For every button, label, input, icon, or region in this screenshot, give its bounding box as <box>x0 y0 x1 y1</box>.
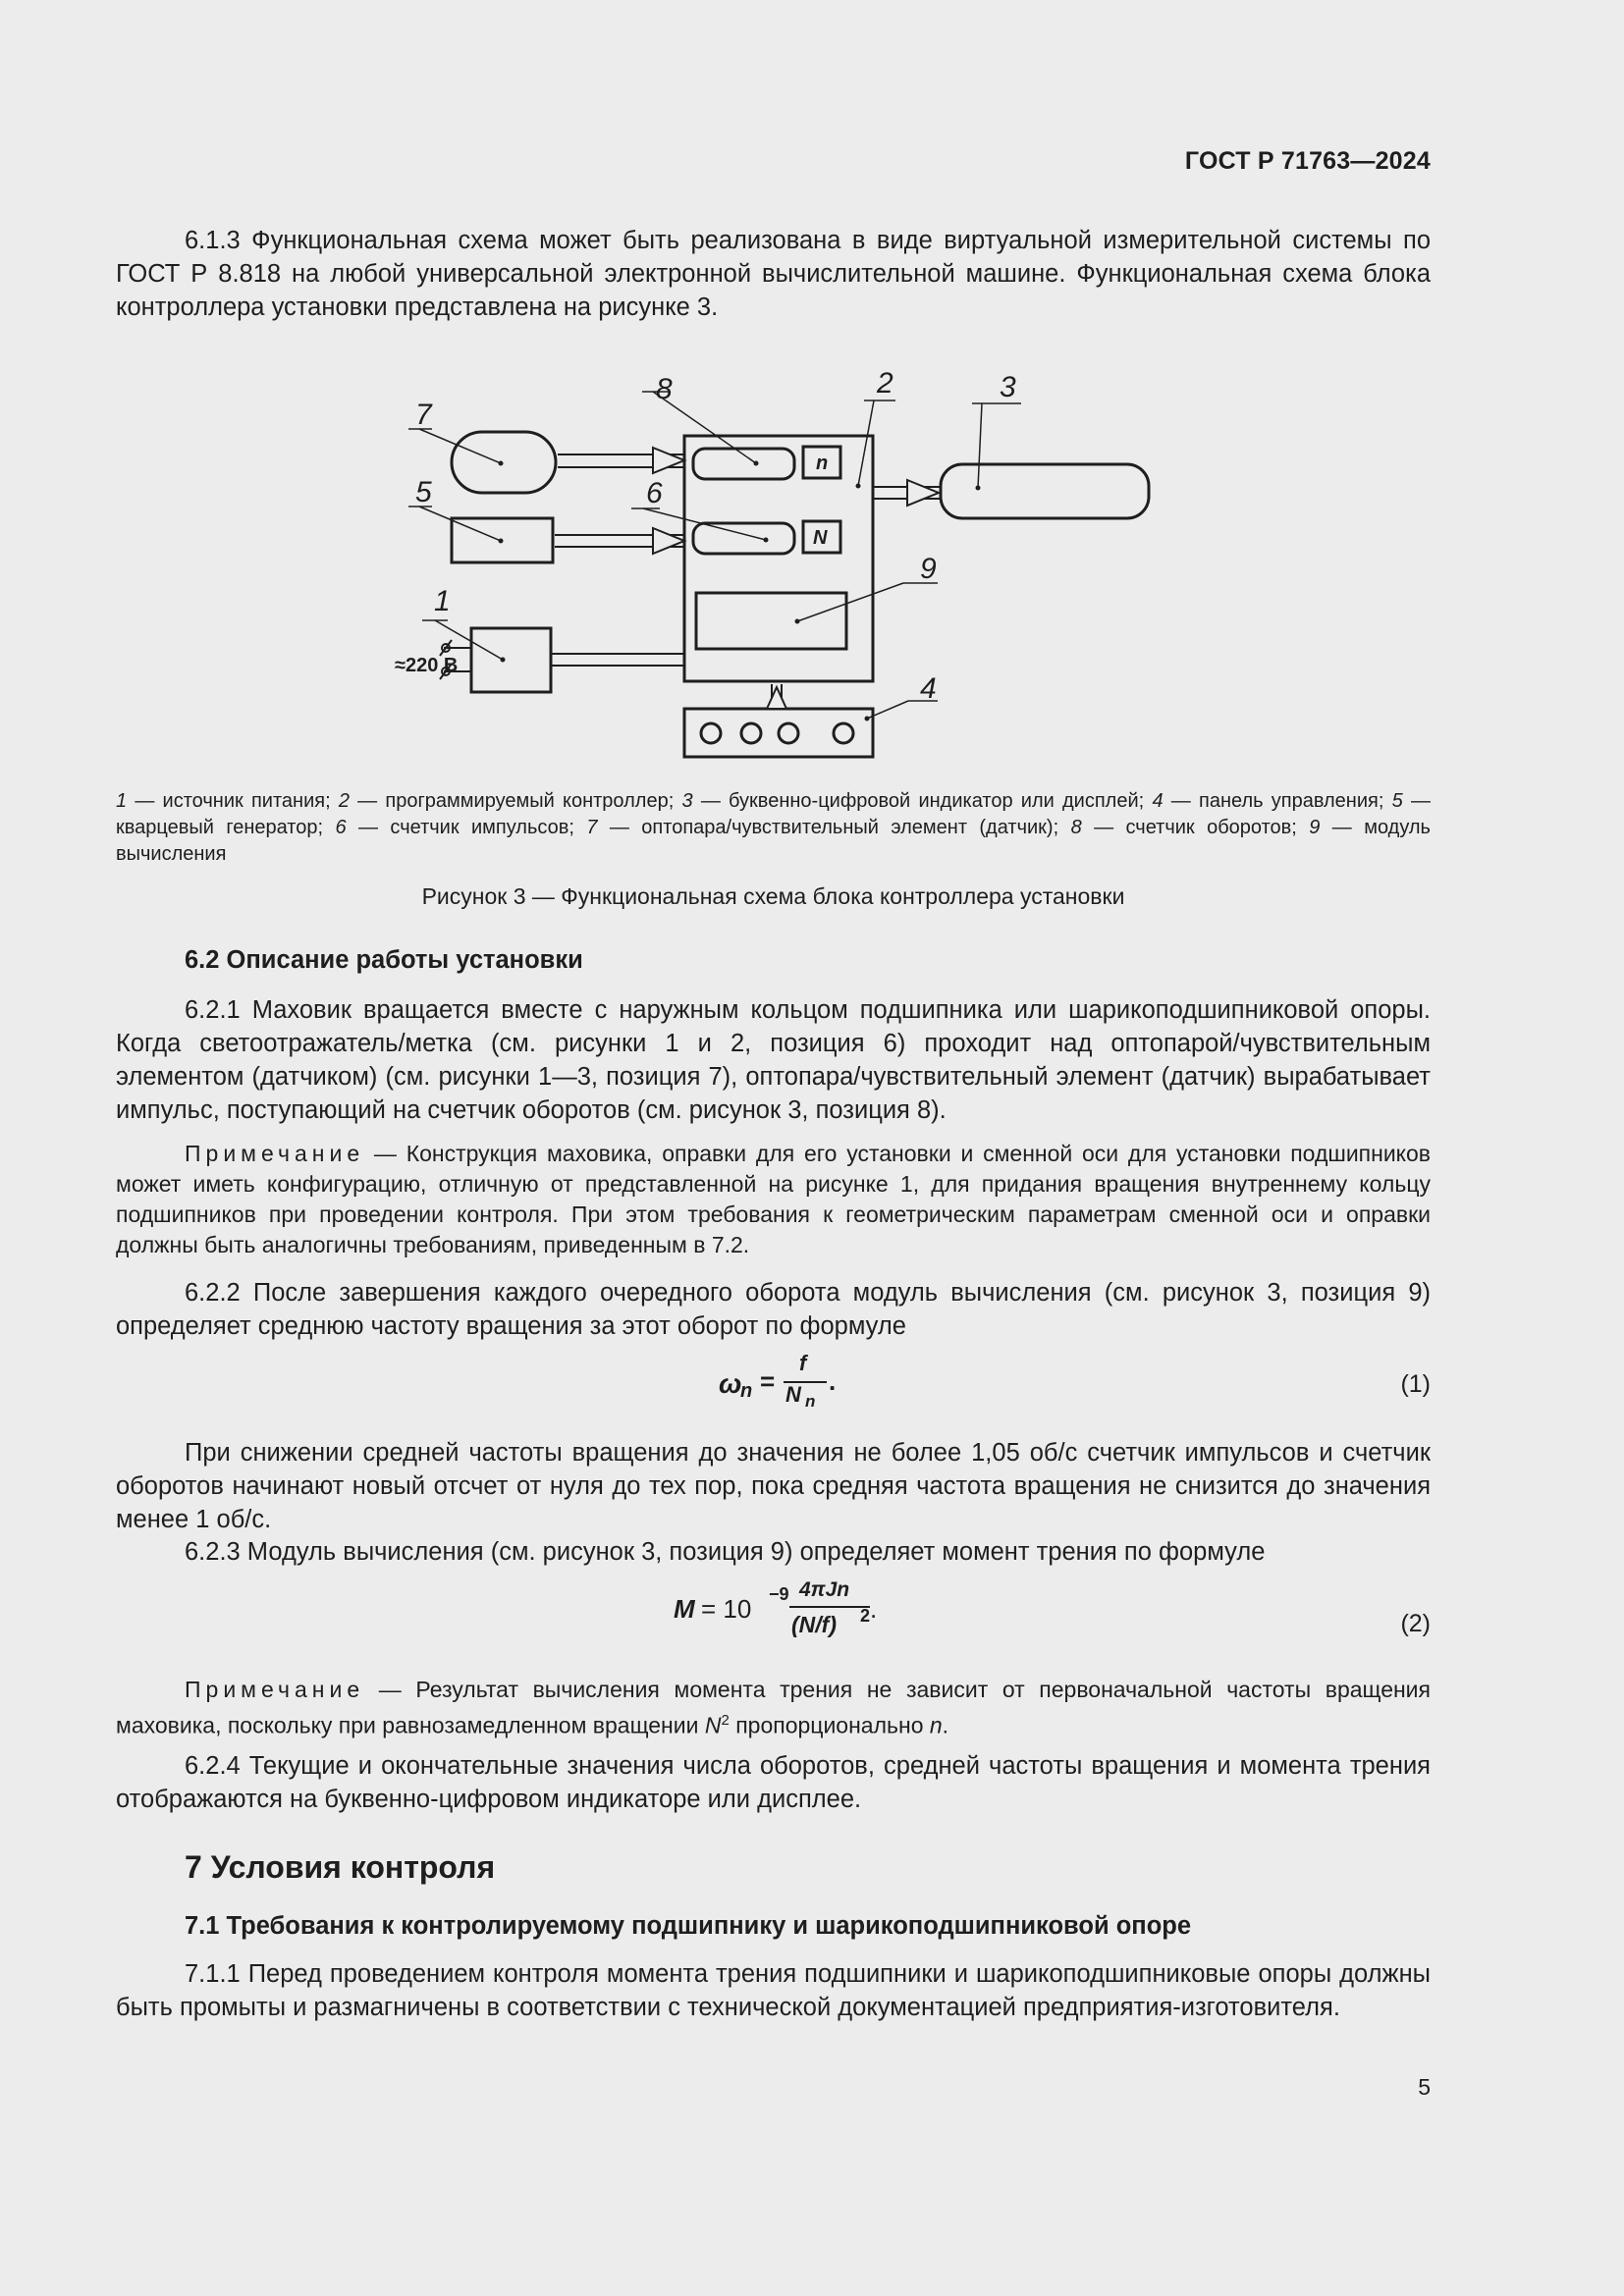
legend-text: — счетчик оборотов; <box>1081 817 1310 838</box>
legend-number: 4 <box>1152 790 1164 812</box>
legend-number: 5 <box>1391 790 1403 812</box>
label-2: 2 <box>877 367 893 400</box>
paragraph-6-2-4: 6.2.4 Текущие и окончательные значения числа оборотов, средней частоты вращения и момента трения отображаются на буквенно-цифровом индикаторе или дисплее. <box>116 1752 1431 1813</box>
page-number: 5 <box>1418 2074 1431 2100</box>
legend-text: — модуль вычисления <box>116 817 1431 865</box>
box-N-label: N <box>813 527 828 549</box>
paragraph-6-2-3: 6.2.3 Модуль вычисления (см. рисунок 3, позиция 9) определяет момент трения по формуле <box>185 1538 1266 1566</box>
document-header: ГОСТ Р 71763—2024 <box>1184 147 1431 175</box>
block-6-pulse-counter <box>693 523 794 554</box>
figure-caption: Рисунок 3 — Функциональная схема блока контроллера установки <box>421 883 1125 909</box>
section-7-title: 7 Условия контроля <box>185 1849 496 1885</box>
legend-text: — кварцевый генератор; <box>116 790 1431 838</box>
block-7-optocoupler <box>452 432 556 493</box>
block-1-power-source <box>471 628 551 692</box>
block-9-computing-module <box>696 593 846 649</box>
legend-text: — программируемый контроллер; <box>349 790 682 812</box>
formula-1: ω n = f N n . <box>719 1351 837 1411</box>
paragraph-6-2-1: 6.2.1 Маховик вращается вместе с наружным кольцом подшипника или шарикоподшипниковой опоры. Когда светоотражатель/метка (см. рисунки 1 и 2, позиция 6) проходит над оптопарой/чувствительным элементом (датчиком) (см. рисунки 1—3, позиция 7), оптопара/чувствительный элемент (датчик) вырабатывает импульс, поступающий на счетчик оборотов (см. рисунок 3, позиция 8). <box>116 996 1431 1124</box>
note-text: — Конструкция маховика, оправки для его установки и сменной оси для установки подшипников может иметь конфигурацию, отличную от представленной на рисунке 1, для придания вращения внутреннему кольцу подшипников при проведении контроля. При этом требования к геометрическим параметрам сменной оси и оправки должны быть аналогичны требованиям, приведенным в 7.2. <box>116 1141 1431 1257</box>
note-label: Примечание <box>185 1141 365 1166</box>
note-1 <box>116 1139 1431 1260</box>
label-9: 9 <box>920 553 937 585</box>
paragraph-after-formula-1: При снижении средней частоты вращения до значения не более 1,05 об/с счетчик импульсов и счетчик оборотов начинают новый отсчет от нуля до тех пор, пока средняя частота вращения не снизится до значения менее 1 об/с. <box>116 1439 1431 1533</box>
block-2-controller <box>684 436 873 681</box>
label-4: 4 <box>920 672 937 705</box>
box-n-label: n <box>816 453 829 474</box>
legend-text: — оптопара/чувствительный элемент (датчик); <box>597 817 1071 838</box>
legend-number: 7 <box>586 817 598 838</box>
block-8-revolution-counter <box>693 449 794 479</box>
legend-number: 6 <box>335 817 347 838</box>
formula-1-number: (1) <box>1400 1370 1431 1398</box>
legend-text: — панель управления; <box>1163 790 1392 812</box>
formula-2-number: (2) <box>1400 1610 1431 1637</box>
legend-number: 8 <box>1070 817 1082 838</box>
label-6: 6 <box>646 477 663 509</box>
legend-number: 3 <box>681 790 693 812</box>
paragraph-6-2-2: 6.2.2 После завершения каждого очередного оборота модуль вычисления (см. рисунок 3, позиция 9) определяет среднюю частоту вращения за этот оборот по формуле <box>116 1279 1431 1340</box>
note-label: Примечание <box>185 1677 365 1702</box>
section-6-2-title: 6.2 Описание работы установки <box>185 946 583 974</box>
paragraph-6-1-3: 6.1.3 Функциональная схема может быть реализована в виде виртуальной измерительной системы по ГОСТ Р 8.818 на любой универсальной электронной вычислительной машине. Функциональная схема блока контроллера установки представлена на рисунке 3. <box>116 227 1431 321</box>
legend-number: 9 <box>1309 817 1321 838</box>
label-3: 3 <box>1000 371 1016 403</box>
legend-number: 1 <box>116 790 128 812</box>
legend-text: — источник питания; <box>127 790 339 812</box>
formula-2: M = 10 −9 4πJn (N/f) 2 . <box>674 1578 878 1637</box>
paragraph-7-1-1: 7.1.1 Перед проведением контроля момента трения подшипники и шарикоподшипниковые опоры должны быть промыты и размагничены в соответствии с технической документацией предприятия-изготовителя. <box>116 1960 1431 2021</box>
figure-3-diagram <box>373 358 1178 771</box>
legend-text: — счетчик импульсов; <box>346 817 587 838</box>
label-8: 8 <box>656 373 673 405</box>
legend-number: 2 <box>338 790 350 812</box>
label-5: 5 <box>415 476 432 508</box>
section-7-1-title: 7.1 Требования к контролируемому подшипнику и шарикоподшипниковой опоре <box>185 1912 1192 1940</box>
label-7: 7 <box>415 399 432 431</box>
block-3-display <box>941 464 1149 518</box>
label-1: 1 <box>434 585 451 617</box>
note-2: Примечание — Результат вычисления момента трения не зависит от первоначальной частоты вращения маховика, поскольку при равнозамедленном вращении $N^2$ пропорционально n. <box>116 1677 1431 1738</box>
voltage-label: ≈220 В <box>395 655 459 676</box>
legend-text: — буквенно-цифровой индикатор или дисплей; <box>692 790 1153 812</box>
figure-legend <box>116 788 1431 868</box>
